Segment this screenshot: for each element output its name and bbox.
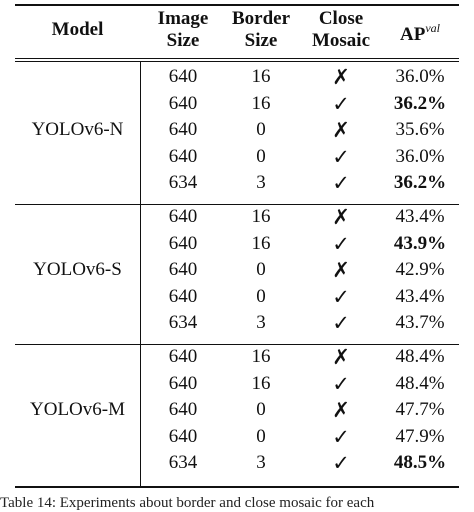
border-cell: 16 <box>251 93 271 114</box>
image-cell: 634 <box>168 452 198 473</box>
border-cell: 0 <box>256 146 266 167</box>
image-cell: 640 <box>168 286 198 307</box>
border-cell: 16 <box>251 233 271 254</box>
ap-cell: 36.0% <box>395 146 445 167</box>
model-name: YOLOv6-S <box>33 259 122 280</box>
top-rule <box>15 4 459 6</box>
border-cell: 16 <box>251 373 271 394</box>
close-mosaic-mark: ✗ <box>332 258 350 282</box>
header-rule-a <box>15 58 459 59</box>
header-model: Model <box>51 19 104 40</box>
image-cell: 640 <box>168 426 198 447</box>
close-mosaic-mark: ✓ <box>332 311 350 335</box>
header-ap-label: AP <box>400 24 426 45</box>
border-cell: 3 <box>256 172 266 193</box>
border-cell: 0 <box>256 119 266 140</box>
model-name: YOLOv6-N <box>31 119 124 140</box>
border-cell: 16 <box>251 206 271 227</box>
close-mosaic-mark: ✗ <box>332 205 350 229</box>
ap-cell: 43.9% <box>393 233 447 254</box>
image-cell: 634 <box>168 172 198 193</box>
ap-cell: 36.2% <box>393 172 447 193</box>
image-cell: 640 <box>168 119 198 140</box>
ap-cell: 36.0% <box>395 66 445 87</box>
border-cell: 0 <box>256 286 266 307</box>
border-cell: 16 <box>251 346 271 367</box>
close-mosaic-mark: ✗ <box>332 345 350 369</box>
image-cell: 640 <box>168 259 198 280</box>
close-mosaic-mark: ✗ <box>332 65 350 89</box>
header-border-size-line2: Size <box>244 30 278 51</box>
ap-cell: 36.2% <box>393 93 447 114</box>
header-close-mosaic-line1: Close <box>318 8 364 29</box>
close-mosaic-mark: ✓ <box>332 145 350 169</box>
close-mosaic-mark: ✓ <box>332 171 350 195</box>
border-cell: 3 <box>256 452 266 473</box>
model-name: YOLOv6-M <box>30 399 125 420</box>
ap-cell: 43.7% <box>395 312 445 333</box>
image-cell: 640 <box>168 399 198 420</box>
header-ap-superscript: val <box>425 21 440 35</box>
group-rule <box>15 204 459 205</box>
header-border-size-line1: Border <box>231 8 291 29</box>
header-rule-b <box>15 61 459 62</box>
close-mosaic-mark: ✓ <box>332 232 350 256</box>
border-cell: 0 <box>256 259 266 280</box>
ap-cell: 48.4% <box>395 373 445 394</box>
image-cell: 640 <box>168 206 198 227</box>
image-cell: 634 <box>168 312 198 333</box>
header-close-mosaic-line2: Mosaic <box>311 30 371 51</box>
close-mosaic-mark: ✗ <box>332 118 350 142</box>
border-cell: 0 <box>256 426 266 447</box>
image-cell: 640 <box>168 233 198 254</box>
model-column-separator <box>140 61 141 487</box>
ap-cell: 47.7% <box>395 399 445 420</box>
close-mosaic-mark: ✓ <box>332 92 350 116</box>
close-mosaic-mark: ✗ <box>332 398 350 422</box>
close-mosaic-mark: ✓ <box>332 425 350 449</box>
border-cell: 16 <box>251 66 271 87</box>
ap-cell: 48.4% <box>395 346 445 367</box>
ap-cell: 43.4% <box>395 286 445 307</box>
table-caption: Table 14: Experiments about border and close mosaic for each <box>0 495 375 511</box>
header-image-size-line1: Image <box>157 8 209 29</box>
image-cell: 640 <box>168 146 198 167</box>
border-cell: 3 <box>256 312 266 333</box>
image-cell: 640 <box>168 66 198 87</box>
border-cell: 0 <box>256 399 266 420</box>
ap-cell: 35.6% <box>395 119 445 140</box>
ap-cell: 48.5% <box>393 452 447 473</box>
header-ap <box>381 17 459 46</box>
image-cell: 640 <box>168 93 198 114</box>
ap-cell: 47.9% <box>395 426 445 447</box>
header-image-size-line2: Size <box>166 30 200 51</box>
ap-cell: 43.4% <box>395 206 445 227</box>
image-cell: 640 <box>168 373 198 394</box>
close-mosaic-mark: ✓ <box>332 285 350 309</box>
group-rule <box>15 344 459 345</box>
image-cell: 640 <box>168 346 198 367</box>
bottom-rule <box>15 486 459 488</box>
ap-cell: 42.9% <box>395 259 445 280</box>
close-mosaic-mark: ✓ <box>332 451 350 475</box>
close-mosaic-mark: ✓ <box>332 372 350 396</box>
